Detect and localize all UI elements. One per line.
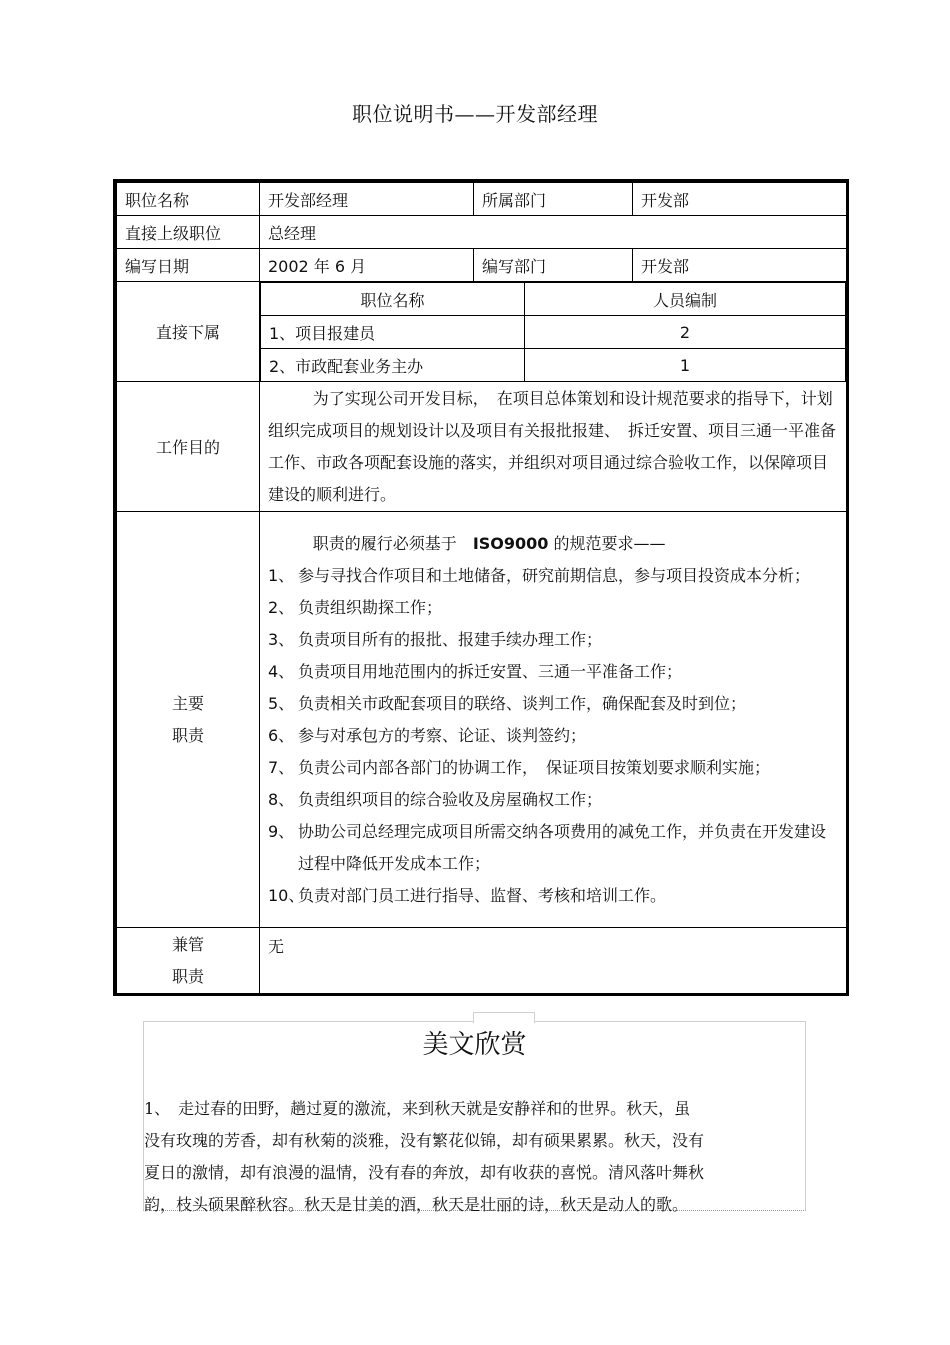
date-value: 2002 年 6 月 bbox=[260, 249, 474, 282]
department-value: 开发部 bbox=[633, 183, 847, 216]
concurrent-label-line1: 兼管 bbox=[171, 934, 204, 954]
list-item: 9、 协助公司总经理完成项目所需交纳各项费用的减免工作，并负责在开发建设过程中降低开发成本工作； bbox=[268, 821, 827, 873]
list-item: 5、 负责相关市政配套项目的联络、谈判工作，确保配套及时到位； bbox=[268, 693, 747, 713]
subordinate-count: 2 bbox=[525, 316, 846, 349]
list-item bbox=[261, 349, 846, 382]
essay-title: 美文欣赏 bbox=[422, 1030, 527, 1060]
list-item: 4、 负责项目用地范围内的拆迁安置、三通一平准备工作； bbox=[268, 661, 683, 681]
table-row bbox=[117, 928, 847, 994]
iso-standard: ISO9000 bbox=[472, 533, 549, 553]
table-row bbox=[117, 249, 847, 282]
purpose-label: 工作目的 bbox=[117, 382, 260, 512]
concurrent-label-cell bbox=[117, 928, 260, 994]
list-item: 3、 负责项目所有的报批、报建手续办理工作； bbox=[268, 629, 603, 649]
subordinates-col-headcount: 人员编制 bbox=[525, 283, 846, 316]
subordinate-name: 2、市政配套业务主办 bbox=[261, 349, 525, 382]
table-row bbox=[117, 282, 847, 382]
list-item: 2、 负责组织勘探工作； bbox=[268, 597, 443, 617]
department-label: 所属部门 bbox=[474, 183, 633, 216]
essay-title-wrap bbox=[143, 1024, 806, 1061]
list-item bbox=[261, 316, 846, 349]
page-title: 职位说明书——开发部经理 bbox=[352, 102, 598, 126]
subordinates-label: 直接下属 bbox=[117, 282, 260, 382]
table-row bbox=[117, 216, 847, 249]
list-item: 8、 负责组织项目的综合验收及房屋确权工作； bbox=[268, 789, 603, 809]
essay-line: 没有玫瑰的芳香，却有秋菊的淡雅，没有繁花似锦，却有硕果累累。秋天，没有 bbox=[144, 1131, 705, 1150]
duties-label-line2: 职责 bbox=[171, 725, 204, 745]
writing-department-label: 编写部门 bbox=[474, 249, 633, 282]
purpose-text: 为了实现公司开发目标， 在项目总体策划和设计规范要求的指导下，计划组织完成项目的规划设计以及项目有关报批报建、 拆迁安置、项目三通一平准备工作、市政各项配套设施的落实，并组织对项目通过综合验收工作，以保障项目建设的顺利进行。 bbox=[268, 388, 837, 504]
duties-list bbox=[268, 528, 838, 912]
subordinates-cell bbox=[260, 282, 847, 382]
list-item: 6、 参与对承包方的考察、论证、谈判签约； bbox=[268, 725, 587, 745]
essay-text bbox=[144, 1093, 784, 1221]
position-name-label: 职位名称 bbox=[117, 183, 260, 216]
superior-label: 直接上级职位 bbox=[117, 216, 260, 249]
job-description-table bbox=[116, 182, 847, 994]
duties-label-cell bbox=[117, 512, 260, 928]
subordinates-col-position: 职位名称 bbox=[261, 283, 525, 316]
essay-line: 1、 走过春的田野，趟过夏的激流，来到秋天就是安静祥和的世界。秋天，虽 bbox=[144, 1099, 691, 1118]
position-name-value: 开发部经理 bbox=[260, 183, 474, 216]
table-row bbox=[117, 512, 847, 928]
concurrent-label-line2: 职责 bbox=[171, 966, 204, 986]
subordinate-name: 1、项目报建员 bbox=[261, 316, 525, 349]
concurrent-value: 无 bbox=[260, 928, 847, 994]
list-item: 7、 负责公司内部各部门的协调工作， 保证项目按策划要求顺利实施； bbox=[268, 757, 771, 777]
list-item: 10、负责对部门员工进行指导、监督、考核和培训工作。 bbox=[268, 885, 667, 905]
subordinate-count: 1 bbox=[525, 349, 846, 382]
table-row bbox=[117, 382, 847, 512]
essay-line: 韵，枝头硕果醉秋容。秋天是甘美的酒，秋天是壮丽的诗，秋天是动人的歌。 bbox=[144, 1195, 689, 1214]
list-item: 1、 参与寻找合作项目和土地储备，研究前期信息，参与项目投资成本分析； bbox=[268, 565, 811, 585]
duties-intro: 职责的履行必须基于 ISO9000 的规范要求—— bbox=[312, 533, 666, 553]
date-label: 编写日期 bbox=[117, 249, 260, 282]
purpose-cell bbox=[260, 382, 847, 512]
writing-department-value: 开发部 bbox=[633, 249, 847, 282]
essay-tab-decoration bbox=[473, 1012, 535, 1023]
duties-cell bbox=[260, 512, 847, 928]
table-row bbox=[117, 183, 847, 216]
duties-label-line1: 主要 bbox=[171, 693, 204, 713]
subordinates-table bbox=[260, 282, 846, 381]
superior-value: 总经理 bbox=[260, 216, 847, 249]
essay-line: 夏日的激情，却有浪漫的温情，没有春的奔放，却有收获的喜悦。清风落叶舞秋 bbox=[144, 1163, 705, 1182]
